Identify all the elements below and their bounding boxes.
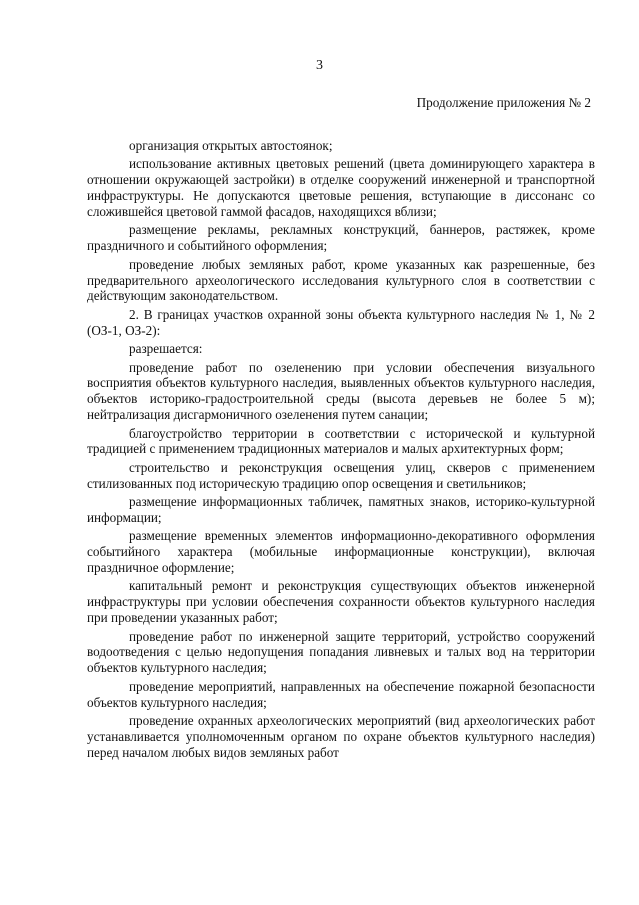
paragraph-improvement: благоустройство территории в соответствии с исторической и культурной традицией с применением традиционных материалов и малых архитектурных форм; [87, 425, 595, 457]
page-number: 3 [316, 58, 323, 73]
paragraph-archaeology: проведение охранных археологических мероприятий (вид археологических работ устанавливается уполномоченным органом по охране объектов культурного наследия) перед началом любых видов земляных работ [87, 713, 595, 760]
paragraph-infrastructure-repair: капитальный ремонт и реконструкция существующих объектов инженерной инфраструктуры при условии обеспечения сохранности объектов культурного наследия при проведении указанных работ; [87, 578, 595, 626]
paragraph-color-solutions: использование активных цветовых решений (цвета доминирующего характера в отношении окружающей застройки) в отделке сооружений инженерной и транспортной инфраструктуры. Не допускаются цветовые решения, вступающие в диссонанс со сложившейся цветовой гаммой фасадов, находящихся вблизи; [87, 156, 595, 219]
paragraph-street-lighting: строительство и реконструкция освещения улиц, скверов с применением стилизованных под историческую традицию опор освещения и светильников; [87, 459, 595, 491]
section-heading-protection-zone: 2. В границах участков охранной зоны объекта культурного наследия № 1, № 2 (ОЗ-1, ОЗ-2): [87, 306, 595, 338]
paragraph-info-signs: размещение информационных табличек, памятных знаков, историко-культурной информации; [87, 494, 595, 525]
document-body [87, 138, 595, 763]
paragraph-engineering-protection: проведение работ по инженерной защите территорий, устройство сооружений водоотведения с целью недопущения попадания ливневых и талых вод на территории объектов культурного наследия; [87, 628, 595, 676]
paragraph-landscaping: проведение работ по озеленению при условии обеспечения визуального восприятия объектов культурного наследия, выявленных объектов культурного наследия, объектов историко-градостроительной среды (высота деревьев не более 5 м); нейтрализация дисгармоничного озеленения путем санации; [87, 359, 595, 423]
paragraph-temporary-decor: размещение временных элементов информационно-декоративного оформления событийного характера (мобильные информационные конструкции), включая праздничное оформление; [87, 528, 595, 576]
paragraph-fire-safety: проведение мероприятий, направленных на обеспечение пожарной безопасности объектов культурного наследия; [87, 678, 595, 710]
paragraph-parking: организация открытых автостоянок; [129, 138, 333, 153]
paragraph-permitted: разрешается: [129, 341, 203, 357]
appendix-continuation-note: Продолжение приложения № 2 [416, 95, 591, 110]
paragraph-advertising: размещение рекламы, рекламных конструкций, баннеров, растяжек, кроме праздничного и событийного оформления; [87, 222, 595, 254]
paragraph-earthworks: проведение любых земляных работ, кроме указанных как разрешенные, без предварительного археологического исследования культурного слоя в соответствии с действующим законодательством. [87, 256, 595, 304]
